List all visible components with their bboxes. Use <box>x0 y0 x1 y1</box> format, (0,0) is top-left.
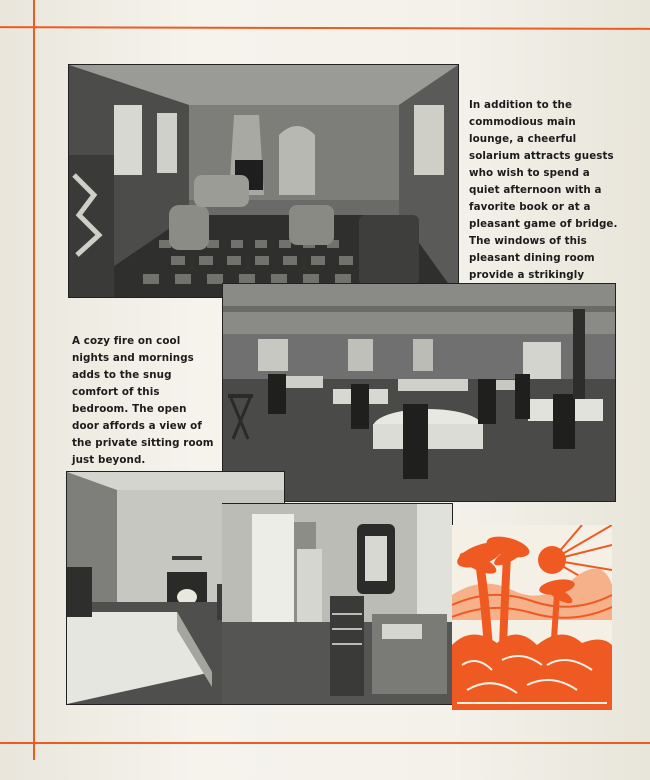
dining-room-photo <box>222 283 616 502</box>
sitting-room-photo <box>222 503 453 705</box>
orange-rule-left <box>33 0 35 760</box>
orange-rule-top <box>0 26 650 30</box>
solarium-photo <box>68 64 459 298</box>
orange-rule-bottom <box>0 742 650 744</box>
palm-desert-illustration <box>452 525 612 710</box>
solarium-caption: In addition to the commodious main lounge, a cheerful solarium attracts guests who wish to spend a quiet afternoon with a favorite book or at a pleasant game of bridge. The windows of this pleasant dining room provide a strikingly <box>469 99 618 281</box>
bedroom-caption: A cozy fire on cool nights and mornings adds to the snug comfort of this bedroom. The open door affords a view of the private sitting room just beyond. <box>72 335 214 466</box>
